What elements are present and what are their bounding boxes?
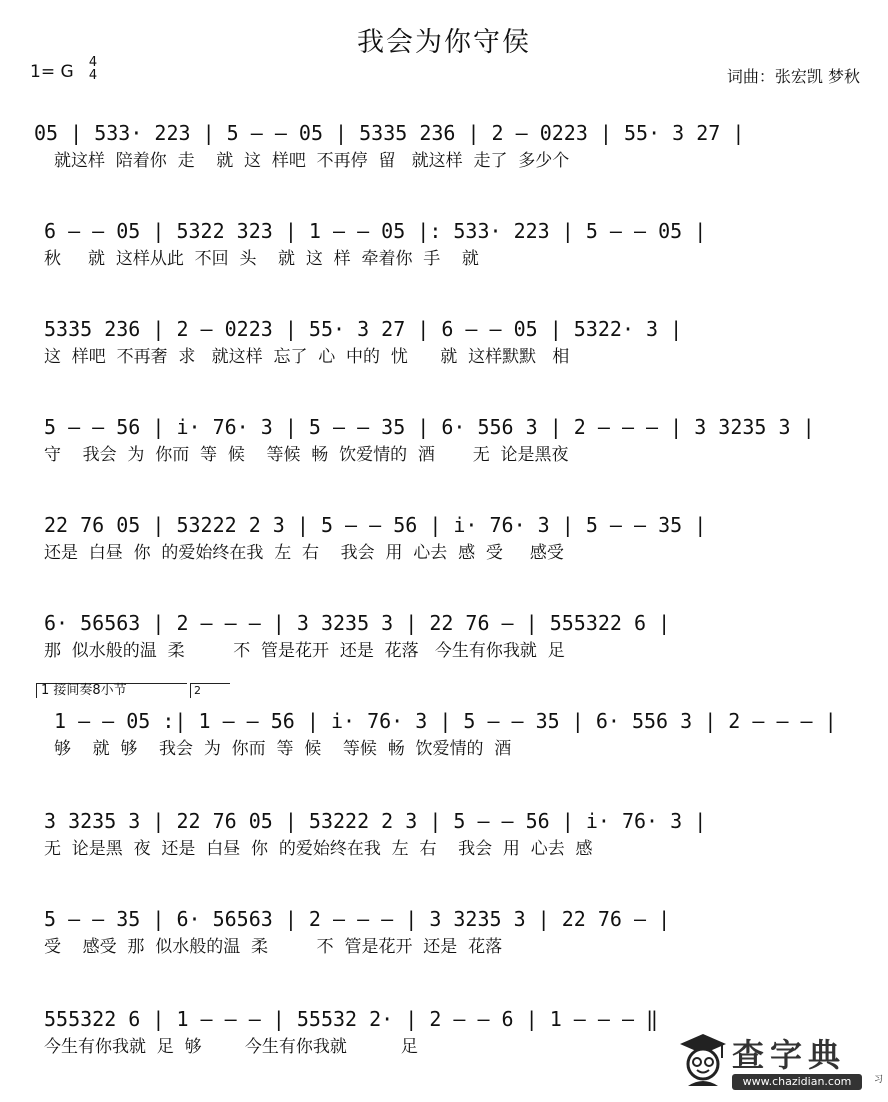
lyric-text: 秋 就 这样从此 不回 头 就 这 样 牵着你 手 就 xyxy=(44,249,479,269)
notation-text: 22 76 05 | 53222 2 3 | 5 — — 56 | i· 76· 3 | 5 — — 35 | xyxy=(44,513,707,537)
scholar-mascot-icon xyxy=(678,1032,728,1088)
lyric-text: 守 我会 为 你而 等 候 等候 畅 饮爱情的 酒 无 论是黑夜 xyxy=(44,445,569,465)
notation-line xyxy=(0,216,888,246)
lyric-line xyxy=(0,836,888,862)
lyric-line xyxy=(0,934,888,960)
notation-line xyxy=(0,412,888,442)
lyric-text: 这 样吧 不再奢 求 就这样 忘了 心 中的 忧 就 这样默默 相 xyxy=(44,347,570,367)
watermark-url: www.chazidian.com xyxy=(732,1074,862,1090)
edge-text: 习 xyxy=(874,1075,884,1085)
lyric-line xyxy=(0,442,888,468)
notation-text: 6 — — 05 | 5322 323 | 1 — — 05 |: 533· 223 | 5 — — 05 | xyxy=(44,219,707,243)
notation-text: 555322 6 | 1 — — — | 55532 2· | 2 — — 6 | 1 — — — ‖ xyxy=(44,1007,659,1031)
lyric-text: 受 感受 那 似水般的温 柔 不 管是花开 还是 花落 xyxy=(44,937,503,957)
lyric-text: 今生有你我就 足 够 今生有你我就 足 xyxy=(44,1037,418,1057)
notation-text: 1 — — 05 :| 1 — — 56 | i· 76· 3 | 5 — — 35 | 6· 556 3 | 2 — — — | xyxy=(54,709,837,733)
notation-text: 3 3235 3 | 22 76 05 | 53222 2 3 | 5 — — 56 | i· 76· 3 | xyxy=(44,809,707,833)
lyric-line xyxy=(0,540,888,566)
notation-line xyxy=(0,706,888,736)
lyric-text: 够 就 够 我会 为 你而 等 候 等候 畅 饮爱情的 酒 xyxy=(54,739,512,759)
watermark-name: 查字典 xyxy=(732,1036,847,1074)
notation-line xyxy=(0,608,888,638)
lyric-line xyxy=(0,638,888,664)
notation-line xyxy=(0,510,888,540)
time-signature xyxy=(86,56,100,82)
notation-line xyxy=(0,118,888,148)
page-title: 我会为你守侯 xyxy=(357,27,531,58)
first-ending-bracket: 1 接间奏8小节 xyxy=(36,683,187,698)
key-signature: 1= G xyxy=(30,62,74,82)
notation-line xyxy=(0,314,888,344)
notation-text: 5335 236 | 2 — 0223 | 55· 3 27 | 6 — — 05 | 5322· 3 | xyxy=(44,317,683,341)
notation-text: 5 — — 35 | 6· 56563 | 2 — — — | 3 3235 3 | 22 76 — | xyxy=(44,907,671,931)
lyric-line xyxy=(0,736,888,762)
lyric-text: 还是 白昼 你 的爱始终在我 左 右 我会 用 心去 感 受 感受 xyxy=(44,543,564,563)
notation-line xyxy=(0,904,888,934)
lyric-text: 就这样 陪着你 走 就 这 样吧 不再停 留 就这样 走了 多少个 xyxy=(54,151,570,171)
notation-text: 6· 56563 | 2 — — — | 3 3235 3 | 22 76 — | 555322 6 | xyxy=(44,611,671,635)
notation-text: 05 | 533· 223 | 5 — — 05 | 5335 236 | 2 — 0223 | 55· 3 27 | xyxy=(34,121,745,145)
notation-line xyxy=(0,806,888,836)
notation-text: 5 — — 56 | i· 76· 3 | 5 — — 35 | 6· 556 3 | 2 — — — | 3 3235 3 | xyxy=(44,415,815,439)
composer-credit: 词曲：张宏凯 梦秋 xyxy=(726,67,860,86)
second-ending-bracket: 2 xyxy=(190,683,230,698)
time-signature-bottom: 4 xyxy=(88,68,98,83)
lyric-line xyxy=(0,344,888,370)
lyric-line xyxy=(0,246,888,272)
lyric-text: 那 似水般的温 柔 不 管是花开 还是 花落 今生有你我就 足 xyxy=(44,641,565,661)
lyric-line xyxy=(0,148,888,174)
site-watermark xyxy=(668,1024,870,1096)
time-signature-top: 4 xyxy=(88,55,98,70)
lyric-text: 无 论是黑 夜 还是 白昼 你 的爱始终在我 左 右 我会 用 心去 感 xyxy=(44,839,593,859)
